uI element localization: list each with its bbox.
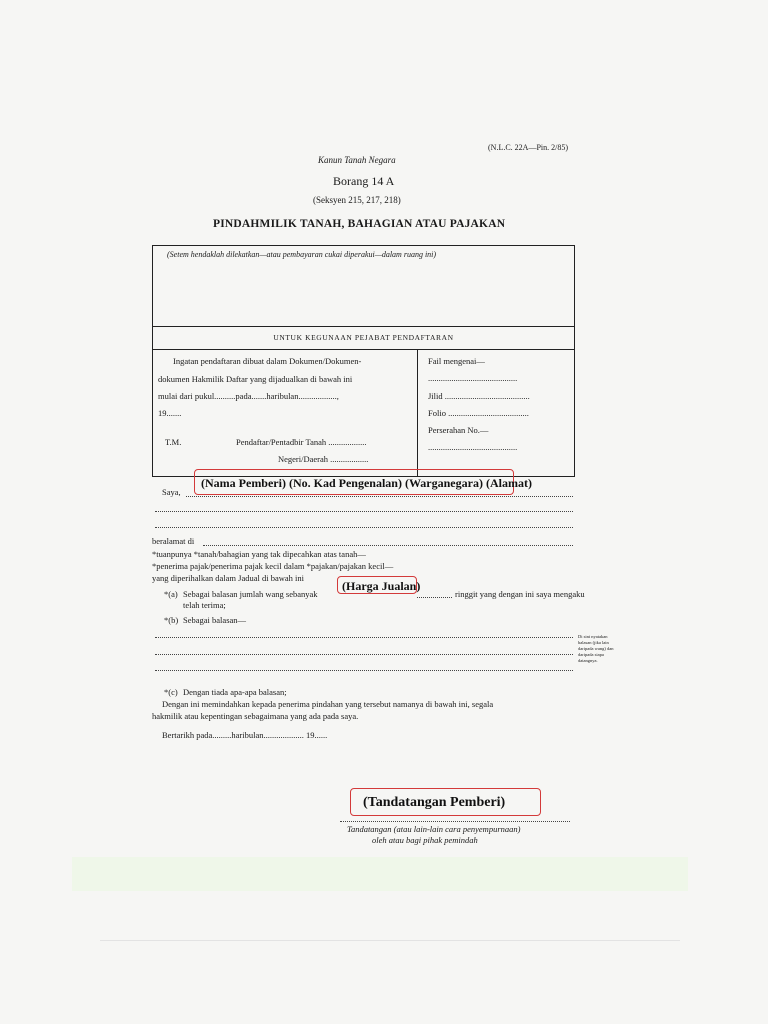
option-a-text-2: telah terima; — [183, 600, 226, 610]
dotted-line — [203, 545, 573, 546]
option-b-label: *(b) — [164, 615, 179, 625]
sale-price-annotation: (Harga Jualan) — [337, 576, 417, 594]
signature-caption: Tandatangan (atau lain-lain cara penyempurnaan) — [347, 824, 521, 834]
transfer-clause: Dengan ini memindahkan kepada penerima pindahan yang tersebut namanya di bawah ini, segala — [162, 699, 494, 709]
option-c-text: Dengan tiada apa-apa balasan; — [183, 687, 287, 697]
option-c-label: *(c) — [164, 687, 178, 697]
scan-artifact-band — [72, 857, 688, 891]
address-label: beralamat di — [152, 536, 195, 546]
form-number: Borang 14 A — [333, 174, 395, 188]
option-a-tail: ringgit yang dengan ini saya mengaku — [455, 589, 585, 599]
option-a-text: Sebagai balasan jumlah wang sebanyak — [183, 589, 318, 599]
transferor-details-annotation: (Nama Pemberi) (No. Kad Pengenalan) (Warganegara) (Alamat) — [194, 469, 514, 495]
transfer-clause-2: hakmilik atau kepentingan sebagaimana yang ada pada saya. — [152, 711, 359, 721]
consideration-side-note: Di sini nyatakan balasan (jika lain daripada wang) dan daripada siapa datangnya. — [578, 634, 614, 663]
box-divider — [153, 349, 574, 350]
dotted-line — [186, 496, 573, 497]
dotted-line — [155, 527, 573, 528]
faint-rule — [100, 940, 680, 941]
dotted-line — [155, 511, 573, 512]
option-b-text: Sebagai balasan— — [183, 615, 247, 625]
registrar-line: Pendaftar/Pentadbir Tanah .................. — [236, 437, 367, 447]
schedule-line: yang diperihalkan dalam Jadual di bawah ini — [152, 573, 305, 583]
presentation-line: .......................................... — [428, 442, 518, 452]
registration-box — [152, 245, 575, 477]
lessee-line: *penerima pajak/penerima pajak kecil dalam *pajakan/pajakan kecil— — [152, 561, 394, 571]
stamp-note: (Setem hendaklah dilekatkan—atau pembayaran cukai diperakui—dalam ruang ini) — [167, 250, 437, 259]
box-column-divider — [417, 349, 418, 476]
official-use-heading: UNTUK KEGUNAAN PEJABAT PENDAFTARAN — [273, 333, 454, 342]
dotted-line — [155, 637, 573, 638]
tm-label: T.M. — [165, 437, 182, 447]
registration-line: dokumen Hakmilik Daftar yang dijadualkan di bawah ini — [158, 374, 353, 384]
folio-line: Folio ...................................... — [428, 408, 529, 418]
option-a-label: *(a) — [164, 589, 178, 599]
form-reference: (N.L.C. 22A—Pin. 2/85) — [488, 143, 568, 152]
dotted-line — [417, 597, 452, 598]
box-divider — [153, 326, 574, 327]
presentation-label: Perserahan No.— — [428, 425, 489, 435]
form-sections: (Seksyen 215, 217, 218) — [313, 195, 401, 205]
form-title: PINDAHMILIK TANAH, BAHAGIAN ATAU PAJAKAN — [213, 218, 506, 230]
volume-line: Jilid ........................................ — [428, 391, 530, 401]
signature-annotation: (Tandatangan Pemberi) — [350, 788, 541, 816]
file-line: .......................................... — [428, 373, 518, 383]
signature-caption-2: oleh atau bagi pihak pemindah — [372, 835, 478, 845]
act-name: Kanun Tanah Negara — [318, 155, 396, 165]
ownership-line: *tuanpunya *tanah/bahagian yang tak dipecahkan atas tanah— — [152, 549, 366, 559]
dotted-line — [155, 670, 573, 671]
date-line: Bertarikh pada.........haribulan................... 19...... — [162, 730, 328, 740]
state-line: Negeri/Daerah .................. — [278, 454, 369, 464]
registration-line: mulai dari pukul..........pada.......haribulan.................., — [158, 391, 339, 401]
registration-line: 19....... — [158, 408, 182, 418]
saya-label: Saya, — [162, 487, 181, 497]
registration-line: Ingatan pendaftaran dibuat dalam Dokumen/Dokumen- — [173, 356, 362, 366]
file-label: Fail mengenai— — [428, 356, 485, 366]
signature-line — [340, 821, 570, 822]
dotted-line — [155, 654, 573, 655]
